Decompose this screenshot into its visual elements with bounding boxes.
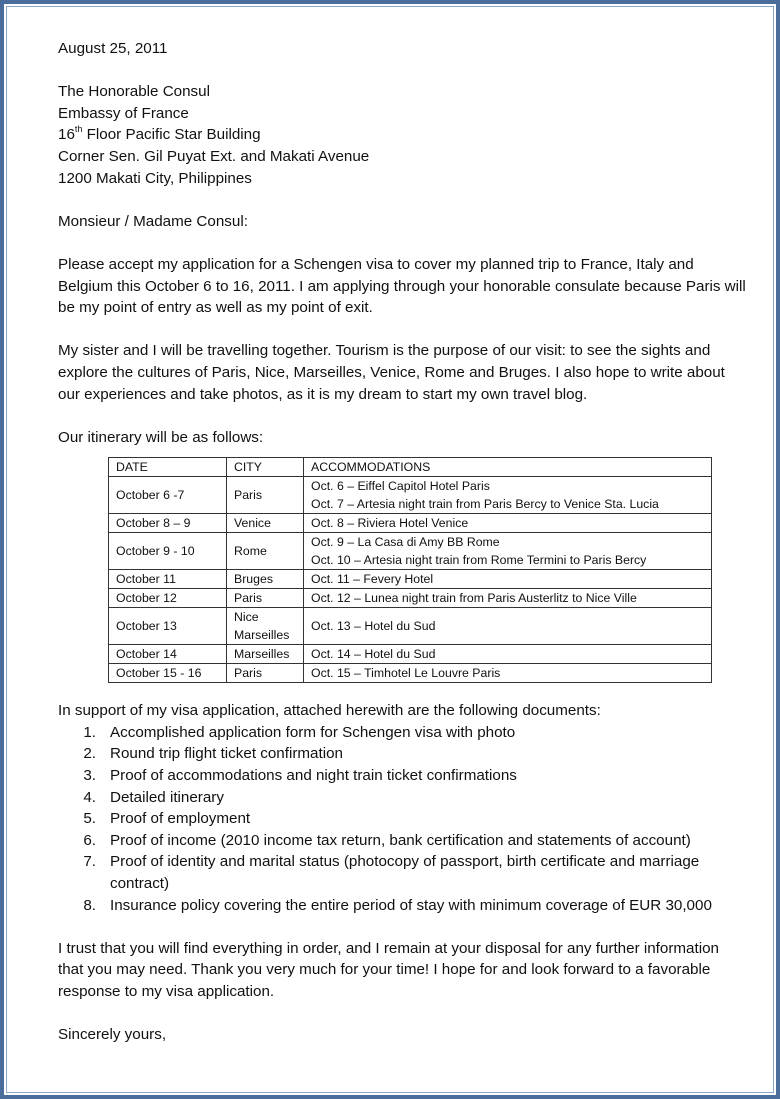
list-text: Proof of income (2010 income tax return, bank certification and statements of account) [110, 831, 691, 849]
list-number: 6. [83, 831, 96, 849]
table-row [109, 533, 712, 570]
floor-rest: Floor Pacific Star Building [82, 126, 261, 144]
cell-date: October 9 - 10 [109, 533, 227, 570]
list-text: Round trip flight ticket confirmation [110, 745, 343, 763]
cell-accommodations: Oct. 12 – Lunea night train from Paris Austerlitz to Nice Ville [304, 589, 712, 608]
cell-accommodations: Oct. 15 – Timhotel Le Louvre Paris [304, 664, 712, 683]
cell-accommodations: Oct. 13 – Hotel du Sud [304, 608, 712, 645]
cell-accommodations: Oct. 11 – Fevery Hotel [304, 570, 712, 589]
paragraph-purpose: My sister and I will be travelling together. Tourism is the purpose of our visit: to see the sights and explore the cultures of Paris, Nice, Marseilles, Venice, Rome and Bruges. I also hope to write about our experiences and take photos, as it is my dream to start my own travel blog. [58, 342, 725, 403]
list-item [58, 830, 748, 852]
list-text: Proof of accommodations and night train ticket confirmations [110, 767, 517, 785]
cell-date: October 8 – 9 [109, 514, 227, 533]
cell-date: October 15 - 16 [109, 664, 227, 683]
list-text: Accomplished application form for Schengen visa with photo [110, 723, 516, 741]
cell-city: Bruges [227, 570, 304, 589]
list-item [58, 787, 748, 809]
letter-date: August 25, 2011 [58, 40, 168, 57]
paragraph-application: Please accept my application for a Schengen visa to cover my planned trip to France, Italy and Belgium this October 6 to 16, 2011. I am applying through your honorable consulate because Paris will be my point of entry as well as my point of exit. [58, 255, 746, 317]
table-row [109, 645, 712, 664]
list-item [58, 808, 748, 830]
list-item [58, 743, 748, 765]
address-line: Corner Sen. Gil Puyat Ext. and Makati Avenue [58, 147, 370, 165]
cell-accommodations [304, 477, 712, 514]
table-row [109, 589, 712, 608]
table-row [109, 477, 712, 514]
cell-accommodations [304, 533, 712, 570]
header-city: CITY [227, 458, 304, 477]
list-text: Proof of employment [110, 810, 251, 828]
cell-city: Paris [227, 589, 304, 608]
cell-city [227, 608, 304, 645]
documents-intro: In support of my visa application, attached herewith are the following documents: [58, 702, 601, 720]
list-text: Proof of identity and marital status (photocopy of passport, birth certificate and marriage contract) [110, 853, 700, 893]
table-row [109, 664, 712, 683]
itinerary-table [108, 457, 712, 683]
list-number: 2. [83, 745, 96, 763]
city-line: Marseilles [234, 628, 290, 643]
cell-date: October 6 -7 [109, 477, 227, 514]
closing-paragraph: I trust that you will find everything in order, and I remain at your disposal for any further information that you may need. Thank you very much for your time! I hope for and look forward to a favorable response to my visa application. [58, 939, 719, 1000]
address-line: 1200 Makati City, Philippines [58, 169, 252, 187]
city-line: Nice [234, 610, 259, 625]
list-number: 8. [83, 896, 96, 914]
list-item [58, 722, 748, 744]
cell-date: October 12 [109, 589, 227, 608]
cell-date: October 14 [109, 645, 227, 664]
cell-date: October 11 [109, 570, 227, 589]
header-date: DATE [109, 458, 227, 477]
list-item [58, 895, 748, 917]
address-line [58, 124, 748, 146]
table-header-row [109, 458, 712, 477]
list-item [58, 851, 748, 894]
address-line: Embassy of France [58, 104, 189, 122]
cell-city: Venice [227, 514, 304, 533]
accommodation-line: Oct. 9 – La Casa di Amy BB Rome [311, 535, 500, 550]
list-text: Detailed itinerary [110, 788, 224, 806]
list-number: 5. [83, 810, 96, 828]
cell-accommodations: Oct. 14 – Hotel du Sud [304, 645, 712, 664]
salutation: Monsieur / Madame Consul: [58, 212, 248, 230]
cell-city: Paris [227, 477, 304, 514]
list-number: 3. [83, 767, 96, 785]
table-row [109, 570, 712, 589]
table-row [109, 514, 712, 533]
letter-page [58, 38, 748, 1046]
documents-list [58, 722, 748, 916]
recipient-address [58, 81, 748, 189]
list-number: 4. [83, 788, 96, 806]
paragraph-itinerary-intro: Our itinerary will be as follows: [58, 428, 264, 446]
list-text: Insurance policy covering the entire period of stay with minimum coverage of EUR 30,000 [110, 896, 712, 914]
accommodation-line: Oct. 10 – Artesia night train from Rome Termini to Paris Bercy [311, 553, 647, 568]
list-number: 7. [83, 853, 96, 871]
floor-number: 16 [58, 126, 75, 144]
cell-city: Rome [227, 533, 304, 570]
list-item [58, 765, 748, 787]
signoff: Sincerely yours, [58, 1026, 167, 1044]
header-accommodations: ACCOMMODATIONS [304, 458, 712, 477]
cell-accommodations: Oct. 8 – Riviera Hotel Venice [304, 514, 712, 533]
cell-date: October 13 [109, 608, 227, 645]
table-row [109, 608, 712, 645]
cell-city: Marseilles [227, 645, 304, 664]
floor-suffix: th [74, 124, 83, 135]
list-number: 1. [83, 723, 96, 741]
cell-city: Paris [227, 664, 304, 683]
accommodation-line: Oct. 6 – Eiffel Capitol Hotel Paris [311, 479, 490, 494]
address-line: The Honorable Consul [58, 83, 210, 101]
accommodation-line: Oct. 7 – Artesia night train from Paris Bercy to Venice Sta. Lucia [311, 497, 659, 512]
